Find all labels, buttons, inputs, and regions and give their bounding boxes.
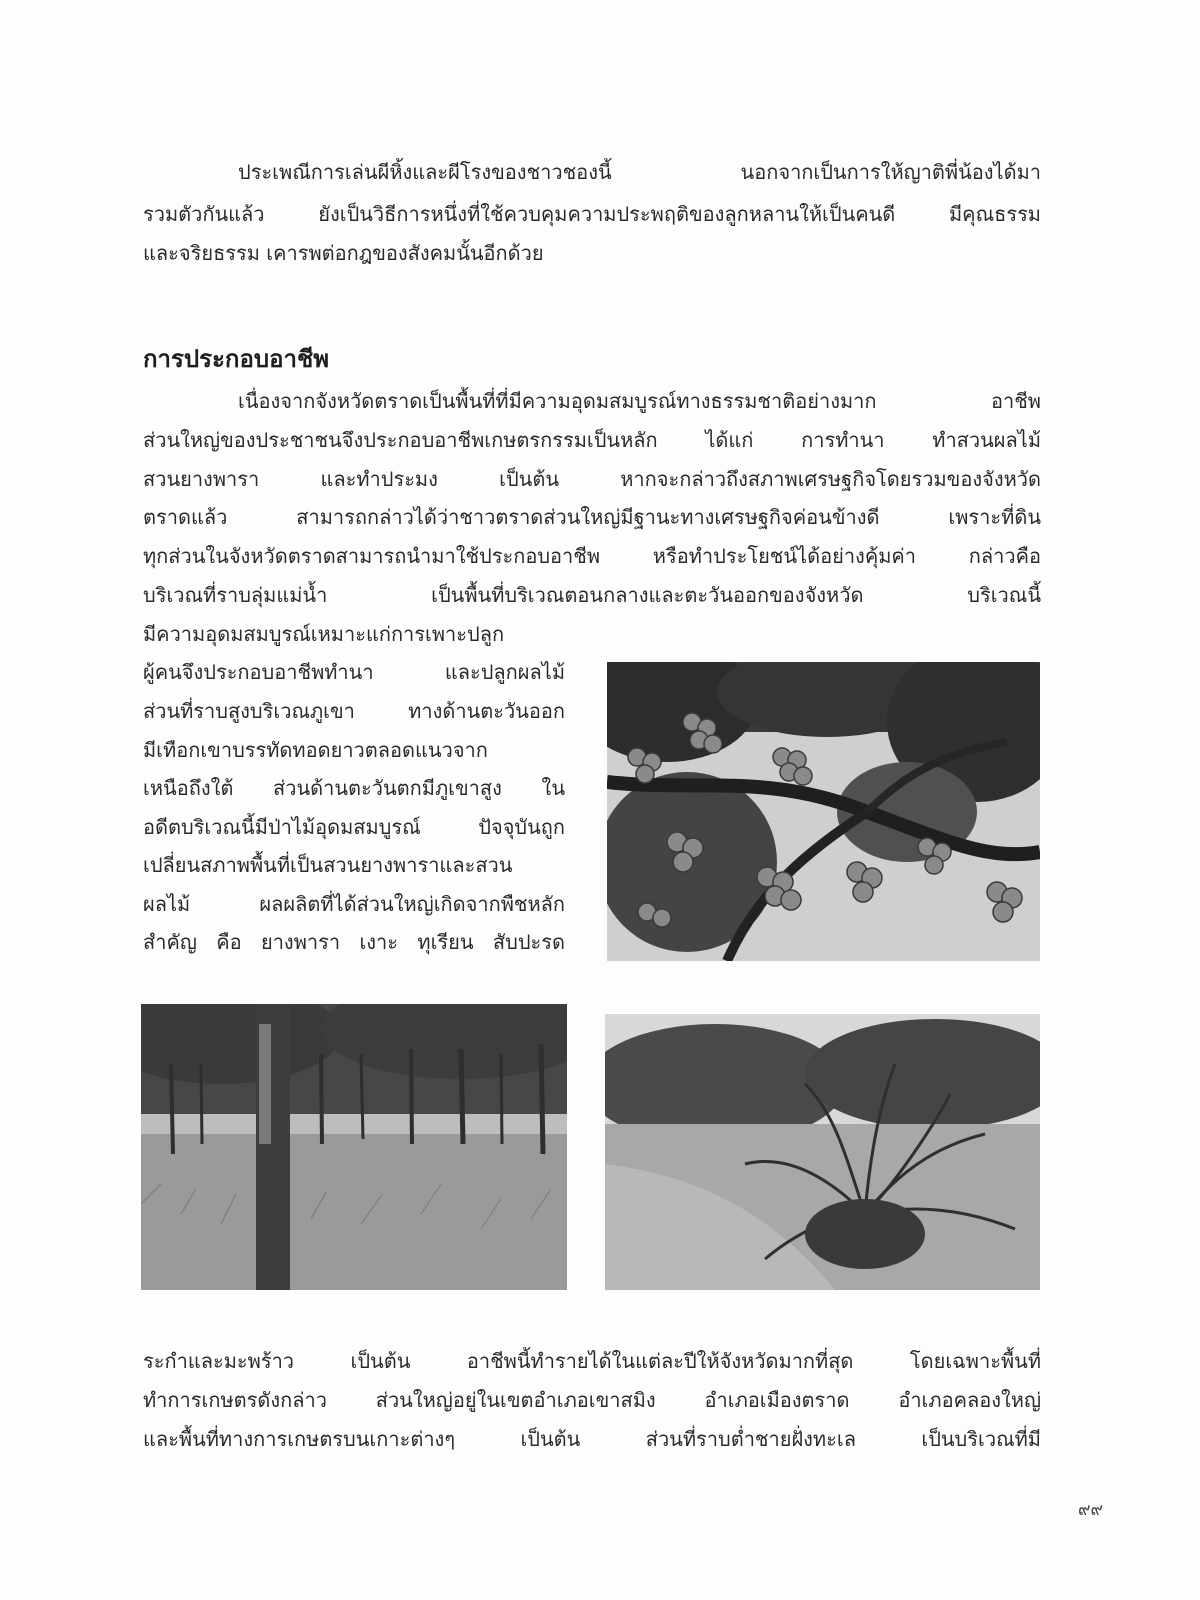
column-line-8: ผลไม้ ผลผลิตที่ได้ส่วนใหญ่เกิดจากพืชหลัก [143, 892, 565, 916]
bottom-line-3: และพื้นที่ทางการเกษตรบนเกาะต่างๆ เป็นต้น ส่วนที่ราบต่ำชายฝั่งทะเล เป็นบริเวณที่มี [143, 1427, 1041, 1451]
paragraph-1-line-1: ประเพณีการเล่นผีหิ้งและผีโรงของชาวชองนี้ นอกจากเป็นการให้ญาติพี่น้องได้มา [238, 160, 1041, 184]
fruit-tree-photo [607, 662, 1040, 961]
column-line-6: อดีตบริเวณนี้มีป่าไม้อุดมสมบูรณ์ ปัจจุบันถูก [143, 815, 565, 839]
column-line-3: ส่วนที่ราบสูงบริเวณภูเขา ทางด้านตะวันออก [143, 699, 565, 723]
column-line-9: สำคัญ คือ ยางพารา เงาะ ทุเรียน สับปะรด [143, 930, 565, 954]
rubber-plantation-photo [141, 1004, 567, 1290]
paragraph-1-line-3: และจริยธรรม เคารพต่อกฎของสังคมนั้นอีกด้วย [143, 241, 544, 265]
body-line-1: เนื่องจากจังหวัดตราดเป็นพื้นที่ที่มีความอุดมสมบูรณ์ทางธรรมชาติอย่างมาก อาชีพ [238, 389, 1041, 413]
section-heading: การประกอบอาชีพ [143, 345, 330, 373]
body-line-3: สวนยางพารา และทำประมง เป็นต้น หากจะกล่าวถึงสภาพเศรษฐกิจโดยรวมของจังหวัด [143, 467, 1041, 491]
body-line-4: ตราดแล้ว สามารถกล่าวได้ว่าชาวตราดส่วนใหญ่มีฐานะทางเศรษฐกิจค่อนข้างดี เพราะที่ดิน [143, 505, 1041, 529]
body-line-6: บริเวณที่ราบลุ่มแม่น้ำ เป็นพื้นที่บริเวณตอนกลางและตะวันออกของจังหวัด บริเวณนี้ [143, 583, 1041, 607]
body-line-5: ทุกส่วนในจังหวัดตราดสามารถนำมาใช้ประกอบอาชีพ หรือทำประโยชน์ได้อย่างคุ้มค่า กล่าวคือ [143, 544, 1041, 568]
column-line-2: ผู้คนจึงประกอบอาชีพทำนา และปลูกผลไม้ [143, 660, 565, 684]
paragraph-1-line-2: รวมตัวกันแล้ว ยังเป็นวิธีการหนึ่งที่ใช้ควบคุมความประพฤติของลูกหลานให้เป็นคนดี มีคุณธรรม [143, 202, 1041, 226]
column-line-4: มีเทือกเขาบรรทัดทอดยาวตลอดแนวจาก [143, 738, 488, 762]
salacca-palm-photo [605, 1014, 1040, 1290]
bottom-line-2: ทำการเกษตรดังกล่าว ส่วนใหญ่อยู่ในเขตอำเภอเขาสมิง อำเภอเมืองตราด อำเภอคลองใหญ่ [143, 1388, 1041, 1412]
column-line-7: เปลี่ยนสภาพพื้นที่เป็นสวนยางพาราและสวน [143, 853, 513, 877]
column-line-1: มีความอุดมสมบูรณ์เหมาะแก่การเพาะปลูก [143, 622, 505, 646]
column-line-5: เหนือถึงใต้ ส่วนด้านตะวันตกมีภูเขาสูง ใน [143, 776, 565, 800]
page-number: ๙๙ [1078, 1500, 1103, 1520]
body-line-2: ส่วนใหญ่ของประชาชนจึงประกอบอาชีพเกษตรกรรมเป็นหลัก ได้แก่ การทำนา ทำสวนผลไม้ [143, 428, 1041, 452]
bottom-line-1: ระกำและมะพร้าว เป็นต้น อาชีพนี้ทำรายได้ในแต่ละปีให้จังหวัดมากที่สุด โดยเฉพาะพื้นที่ [143, 1349, 1041, 1373]
